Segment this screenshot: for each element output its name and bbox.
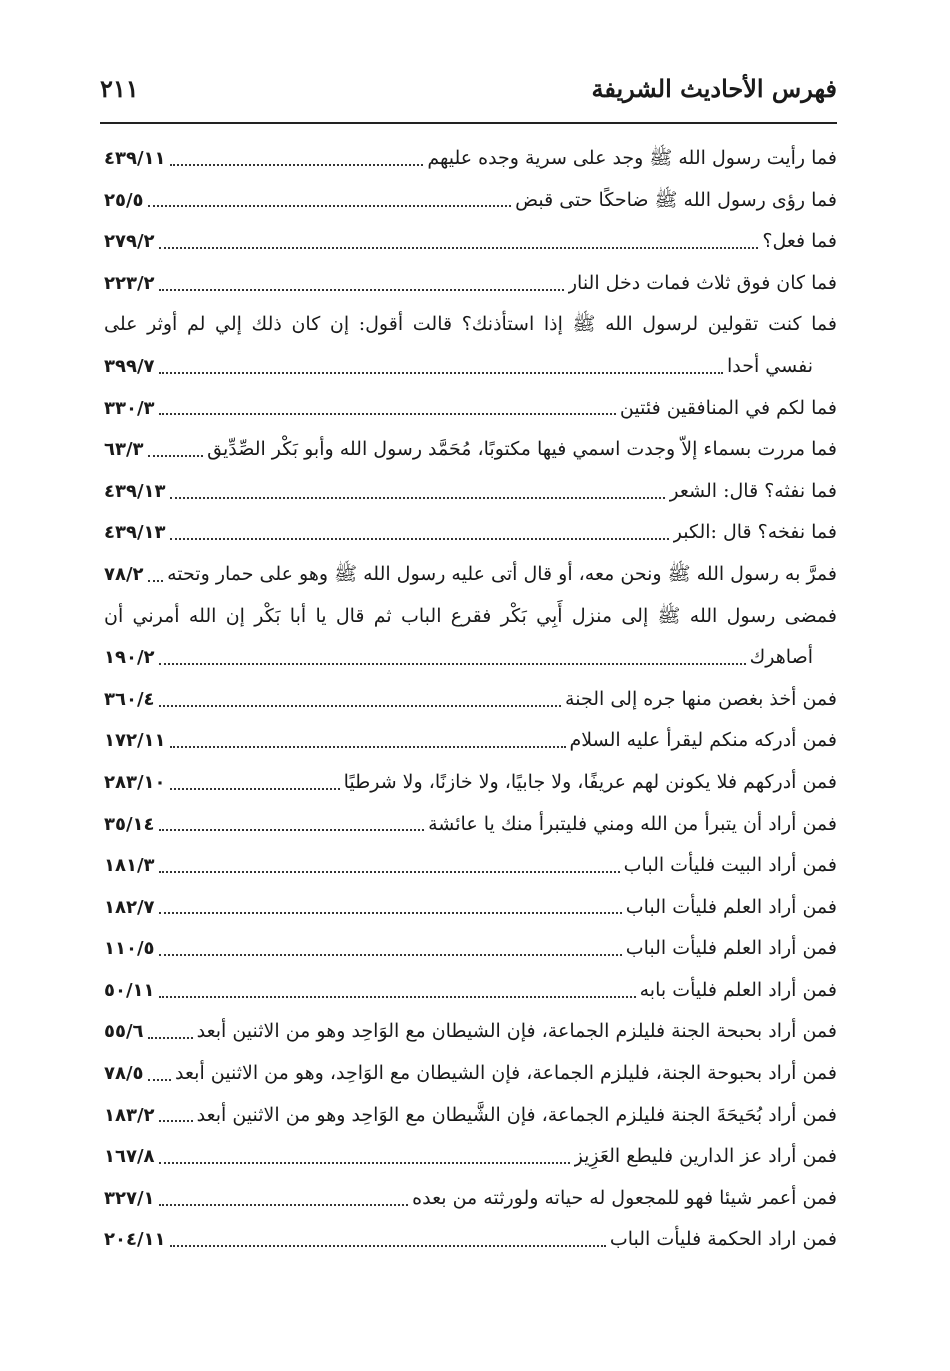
entry-reference: ٧٨/٢ xyxy=(104,563,144,585)
entry-continuation xyxy=(104,637,837,679)
entry-text: فما فعل؟ xyxy=(762,230,837,253)
dot-leader xyxy=(159,705,562,707)
dot-leader xyxy=(159,413,616,415)
dot-leader xyxy=(148,1037,193,1039)
entry-reference: ٤٣٩/١٣ xyxy=(104,480,166,502)
index-entry xyxy=(104,1011,837,1053)
index-entry xyxy=(104,471,837,513)
entry-text: فمن أراد البيت فليأت الباب xyxy=(623,854,837,877)
index-entry xyxy=(104,138,837,180)
dot-leader xyxy=(159,1204,409,1206)
index-entry xyxy=(104,180,837,222)
index-entry xyxy=(104,512,837,554)
entry-reference: ٤٣٩/١١ xyxy=(104,148,166,169)
entry-text: فمن أراد العلم فليأت الباب xyxy=(625,895,837,918)
dot-leader xyxy=(170,164,424,166)
dot-leader xyxy=(159,1162,570,1164)
index-entry xyxy=(104,1178,837,1220)
index-entry-multiline xyxy=(104,596,837,679)
entry-text: فمن أخذ بغصن منها جره إلى الجنة xyxy=(565,687,837,710)
entry-text: فما كان فوق ثلاث فمات دخل النار xyxy=(567,271,837,294)
index-entry-multiline xyxy=(104,304,837,387)
dot-leader xyxy=(159,247,759,249)
header-rule xyxy=(100,122,837,124)
dot-leader xyxy=(170,538,669,540)
dot-leader xyxy=(148,580,164,582)
entry-text: فمن أراد بحبوحة الجنة، فليلزم الجماعة، فإن الشيطان مع الوَاحِد، وهو من الاثنين أبعد xyxy=(175,1062,837,1085)
index-entry xyxy=(104,928,837,970)
entry-reference: ٣٩٩/٧ xyxy=(104,355,155,377)
entry-reference: ١١٠/٥ xyxy=(104,938,155,960)
index-entry xyxy=(104,388,837,430)
entry-text: أصاهرك xyxy=(749,646,813,669)
header-title: فهرس الأحاديث الشريفة xyxy=(591,73,837,103)
entry-reference: ٣٥/١٤ xyxy=(104,813,155,835)
entry-reference: ١٩٠/٢ xyxy=(104,647,155,669)
index-entry xyxy=(104,221,837,263)
running-header xyxy=(100,64,837,112)
entry-text: فما رأيت رسول الله ﷺ وجد على سرية وجده عليهم xyxy=(427,147,837,169)
page-number: ٢١١ xyxy=(100,73,139,103)
entry-text: فمن أراد العلم فليأت بابه xyxy=(639,978,837,1001)
entry-reference: ٣٣٠/٣ xyxy=(104,397,155,419)
entry-reference: ٦٣/٣ xyxy=(104,439,144,461)
index-entry xyxy=(104,1219,837,1261)
entry-text: فما رؤى رسول الله ﷺ ضاحكًا حتى قبض xyxy=(515,188,837,211)
entry-reference: ٥٠/١١ xyxy=(104,979,155,1001)
entry-reference: ١٦٧/٨ xyxy=(104,1146,155,1168)
entry-reference: ١٧٢/١١ xyxy=(104,730,166,752)
entry-text: فمن اراد الحكمة فليأت الباب xyxy=(609,1228,837,1251)
dot-leader xyxy=(170,746,566,748)
entry-text: فمن أراد بحبحة الجنة فليلزم الجماعة، فإن الشيطان مع الوَاحِد وهو من الاثنين أبعد xyxy=(196,1020,837,1043)
dot-leader xyxy=(148,1079,171,1081)
entry-text: فمن أراد بُحَيحَةَ الجنة فليلزم الجماعة، فإن الشَّيطان مع الوَاحِد وهو من الاثنين أبعد xyxy=(196,1103,837,1126)
entry-reference: ٢٠٤/١١ xyxy=(104,1229,166,1251)
dot-leader xyxy=(159,871,620,873)
index-entry xyxy=(104,804,837,846)
entry-text: فما نفخه؟ قال :الكبر xyxy=(672,521,837,544)
index-entry xyxy=(104,720,837,762)
index-entry xyxy=(104,263,837,305)
entry-reference: ٢٥/٥ xyxy=(104,189,144,211)
hadith-index-list xyxy=(104,138,837,1261)
entry-text: فمن أراد أن يتبرأ من الله ومني فليتبرأ منك يا عائشة xyxy=(428,812,837,835)
entry-reference: ٢٧٩/٢ xyxy=(104,231,155,253)
index-entry xyxy=(104,887,837,929)
entry-reference: ٣٢٧/١ xyxy=(104,1187,155,1209)
dot-leader xyxy=(170,1245,606,1247)
index-entry xyxy=(104,679,837,721)
entry-text: نفسي أحدا xyxy=(726,354,813,377)
entry-reference: ٢٨٣/١٠ xyxy=(104,771,166,793)
index-entry xyxy=(104,845,837,887)
entry-text: فمن أعمر شيئا فهو للمجعول له حياته ولورثته من بعده xyxy=(412,1186,837,1209)
index-entry xyxy=(104,554,837,596)
entry-reference: ٣٦٠/٤ xyxy=(104,688,155,710)
dot-leader xyxy=(159,996,636,998)
index-entry xyxy=(104,762,837,804)
index-entry xyxy=(104,1095,837,1137)
dot-leader xyxy=(159,663,746,665)
entry-text: فما لكم في المنافقين فئتين xyxy=(619,396,837,419)
entry-text: فمن أدركه منكم ليقرأ عليه السلام xyxy=(569,729,837,752)
entry-text: فمن أراد العلم فليأت الباب xyxy=(625,937,837,960)
entry-reference: ١٨٣/٢ xyxy=(104,1104,155,1126)
entry-reference: ١٨١/٣ xyxy=(104,855,155,877)
entry-text: فمرَّ به رسول الله ﷺ ونحن معه، أو قال أتى عليه رسول الله ﷺ وهو على حمار وتحته xyxy=(167,562,837,585)
entry-reference: ١٨٢/٧ xyxy=(104,896,155,918)
entry-reference: ٤٣٩/١٣ xyxy=(104,522,166,544)
index-entry xyxy=(104,1053,837,1095)
entry-text-line1: فما كنت تقولين لرسول الله ﷺ إذا استأذنك؟ قالت أقول: إن كان ذلك إلي لم أوثر على xyxy=(104,313,837,336)
dot-leader xyxy=(159,372,723,374)
dot-leader xyxy=(159,912,622,914)
entry-reference: ٥٥/٦ xyxy=(104,1021,144,1043)
index-entry xyxy=(104,970,837,1012)
dot-leader xyxy=(159,829,425,831)
entry-text: فمن أدركهم فلا يكونن لهم عريفًا، ولا جابيًا، ولا خازنًا، ولا شرطيًا xyxy=(343,770,837,793)
dot-leader xyxy=(159,289,564,291)
entry-continuation xyxy=(104,346,837,388)
dot-leader xyxy=(148,455,204,457)
entry-reference: ٢٢٣/٢ xyxy=(104,272,155,294)
dot-leader xyxy=(170,497,666,499)
entry-text-line1: فمضى رسول الله ﷺ إلى منزل أَبِي بَكْر فقرع الباب ثم قال يا أبا بَكْر إن الله أمرني أن xyxy=(104,604,837,627)
entry-text: فما مررت بسماء إلاّ وجدت اسمي فيها مكتوبًا، مُحَمَّد رسول الله وأبو بَكْر الصِّدِّيق xyxy=(207,438,837,461)
dot-leader xyxy=(159,1120,193,1122)
dot-leader xyxy=(170,788,340,790)
index-entry xyxy=(104,429,837,471)
entry-text: فمن أراد عز الدارين فليطع العَزِيز xyxy=(573,1145,837,1168)
entry-reference: ٧٨/٥ xyxy=(104,1063,144,1085)
index-entry xyxy=(104,1136,837,1178)
entry-text: فما نفثه؟ قال: الشعر xyxy=(669,479,837,502)
dot-leader xyxy=(159,954,622,956)
dot-leader xyxy=(148,205,512,207)
